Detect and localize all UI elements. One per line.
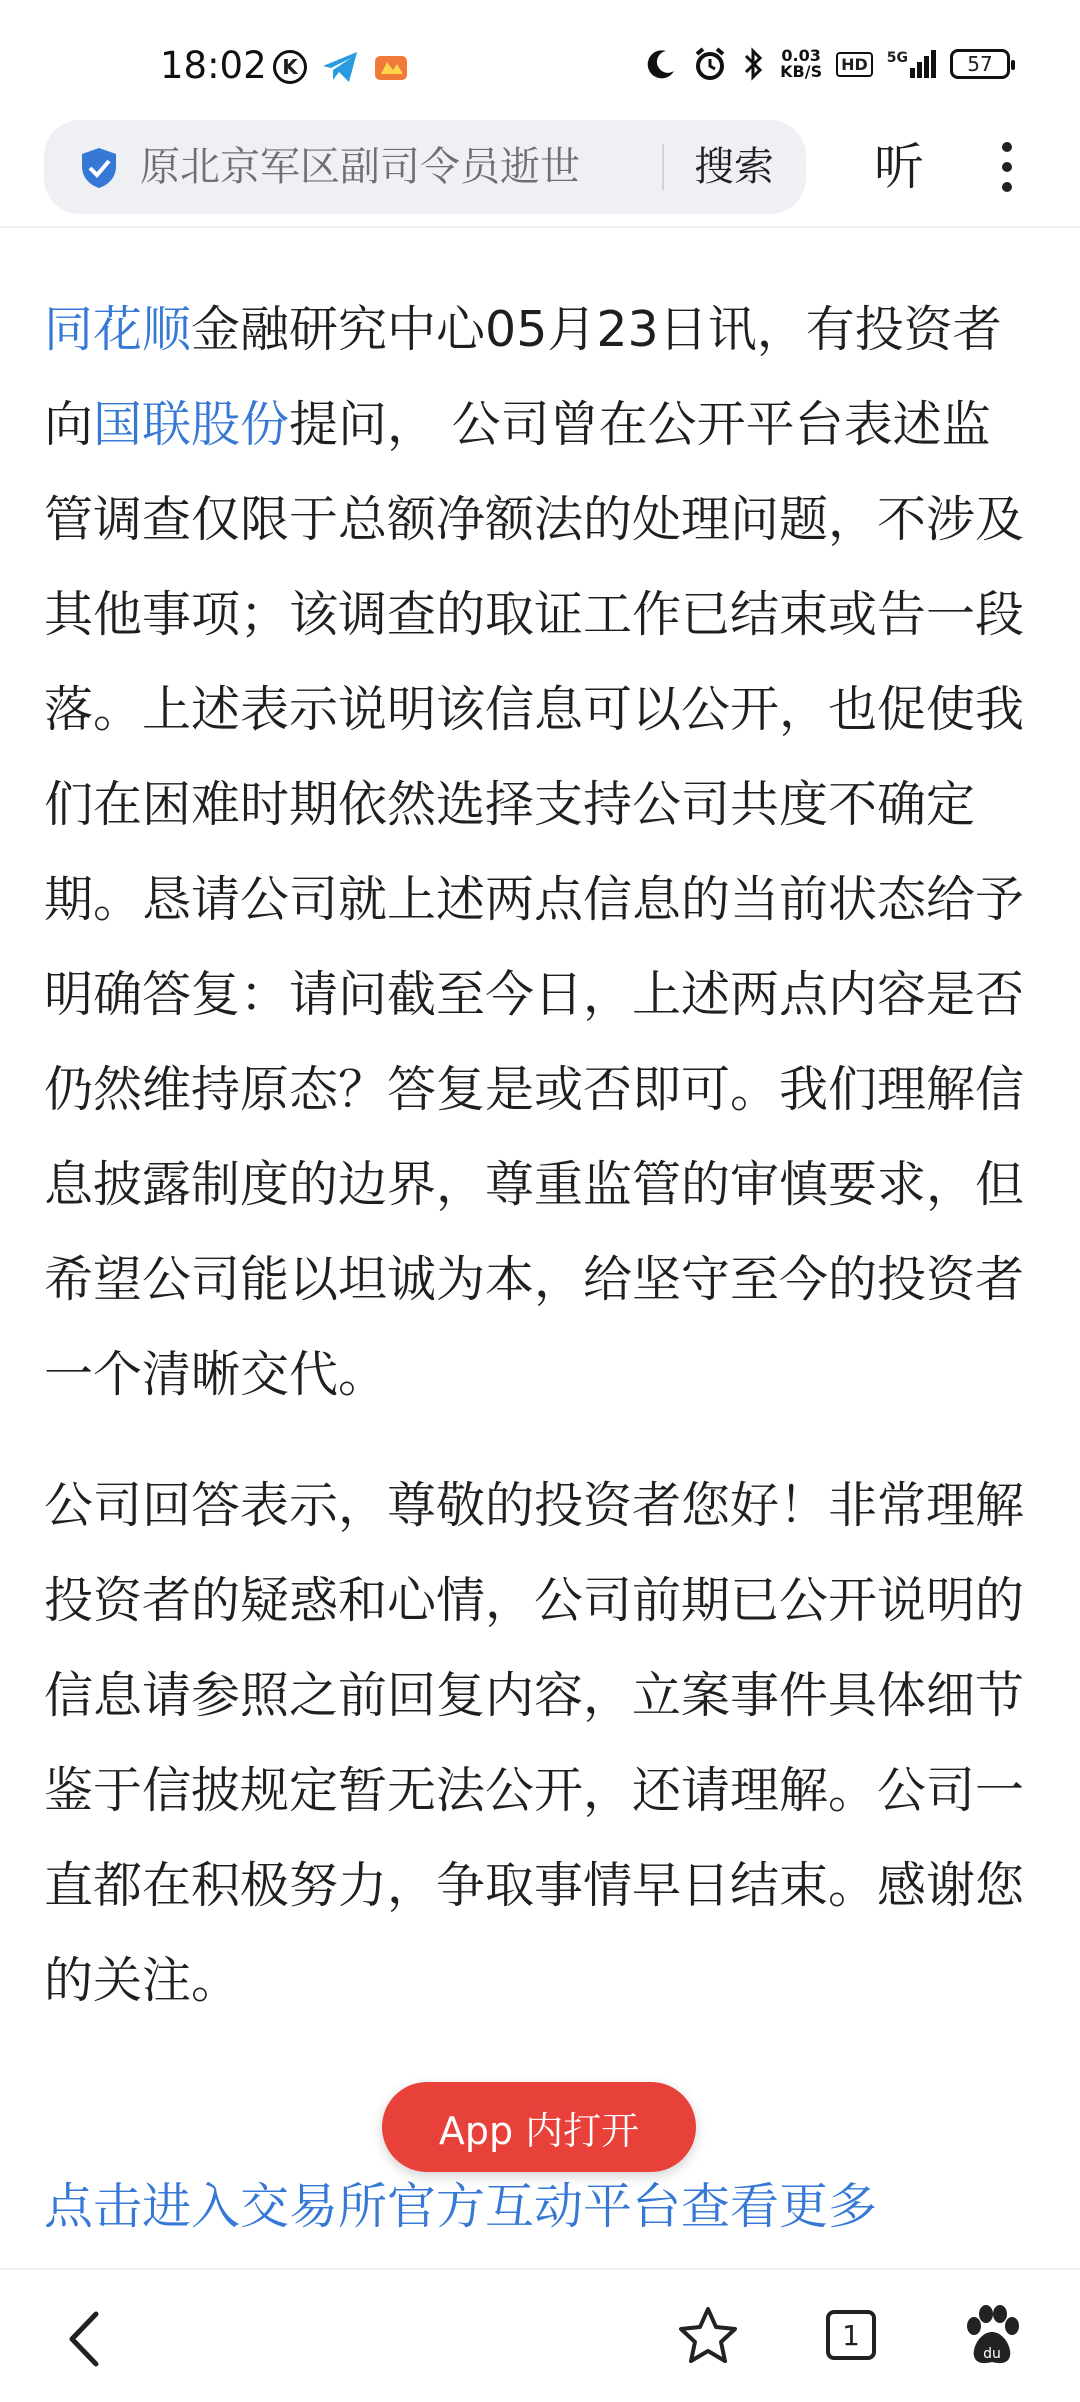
article-body: [44, 282, 1038, 2028]
net-speed-value: 0.03: [781, 46, 821, 65]
more-menu-icon[interactable]: [992, 136, 1022, 200]
battery-level: 57: [967, 52, 993, 76]
back-icon[interactable]: [62, 2308, 108, 2370]
telegram-icon: [321, 50, 359, 84]
exchange-platform-link[interactable]: 点击进入交易所官方互动平台查看更多: [44, 2178, 878, 2235]
shield-icon: [78, 146, 120, 190]
moon-icon: [644, 47, 678, 81]
link-guolian[interactable]: 国联股份: [93, 396, 290, 453]
k-icon: K: [273, 50, 307, 84]
svg-text:du: du: [983, 2346, 1001, 2362]
system-icons: [644, 46, 1010, 82]
article-paragraph-question: [44, 282, 1038, 1422]
bottom-nav: [0, 2268, 1080, 2402]
bluetooth-icon: [742, 46, 766, 82]
star-icon[interactable]: [676, 2304, 740, 2368]
question-text-1: 金融研究中心05月23日讯，有投资者向: [44, 301, 1002, 453]
notification-icons: [273, 50, 409, 84]
header-divider: [0, 226, 1080, 228]
status-time: 18:02: [160, 44, 267, 87]
tab-count: 1: [842, 2318, 860, 2352]
open-in-app-button[interactable]: App 内打开: [382, 2082, 696, 2172]
net-speed-unit: KB/S: [780, 62, 823, 81]
signal-label: 5G: [886, 50, 908, 66]
tabs-button[interactable]: [826, 2310, 876, 2360]
app-icon: [373, 52, 409, 82]
paw-icon[interactable]: [962, 2304, 1022, 2368]
battery-icon: [950, 49, 1010, 79]
link-tonghuashun[interactable]: 同花顺: [44, 301, 192, 358]
search-button[interactable]: 搜索: [694, 144, 774, 190]
article-paragraph-answer: 公司回答表示，尊敬的投资者您好！非常理解投资者的疑惑和心情，公司前期已公开说明的信息请参照之前回复内容，立案事件具体细节鉴于信披规定暂无法公开，还请理解。公司一直都在积极努力，争取事情早日结束。感谢您的关注。: [44, 1477, 1025, 2009]
net-speed: [780, 48, 822, 80]
search-query[interactable]: 原北京军区副司令员逝世: [140, 144, 580, 190]
alarm-icon: [692, 46, 728, 82]
hd-badge: HD: [836, 52, 873, 77]
signal-icon: [887, 50, 936, 78]
search-bar[interactable]: [44, 120, 806, 214]
status-bar: [0, 0, 1080, 120]
search-divider: [662, 144, 664, 190]
listen-button[interactable]: 听: [874, 138, 924, 196]
question-text-2: 提问， 公司曾在公开平台表述监管调查仅限于总额净额法的处理问题，不涉及其他事项；该调查的取证工作已结束或告一段落。上述表示说明该信息可以公开，也促使我们在困难时期依然选择支持公司共度不确定期。恳请公司就上述两点信息的当前状态给予明确答复：请问截至今日，上述两点内容是否仍然维持原态？答复是或否即可。我们理解信息披露制度的边界，尊重监管的审慎要求，但希望公司能以坦诚为本，给坚守至今的投资者一个清晰交代。: [44, 396, 1025, 1403]
